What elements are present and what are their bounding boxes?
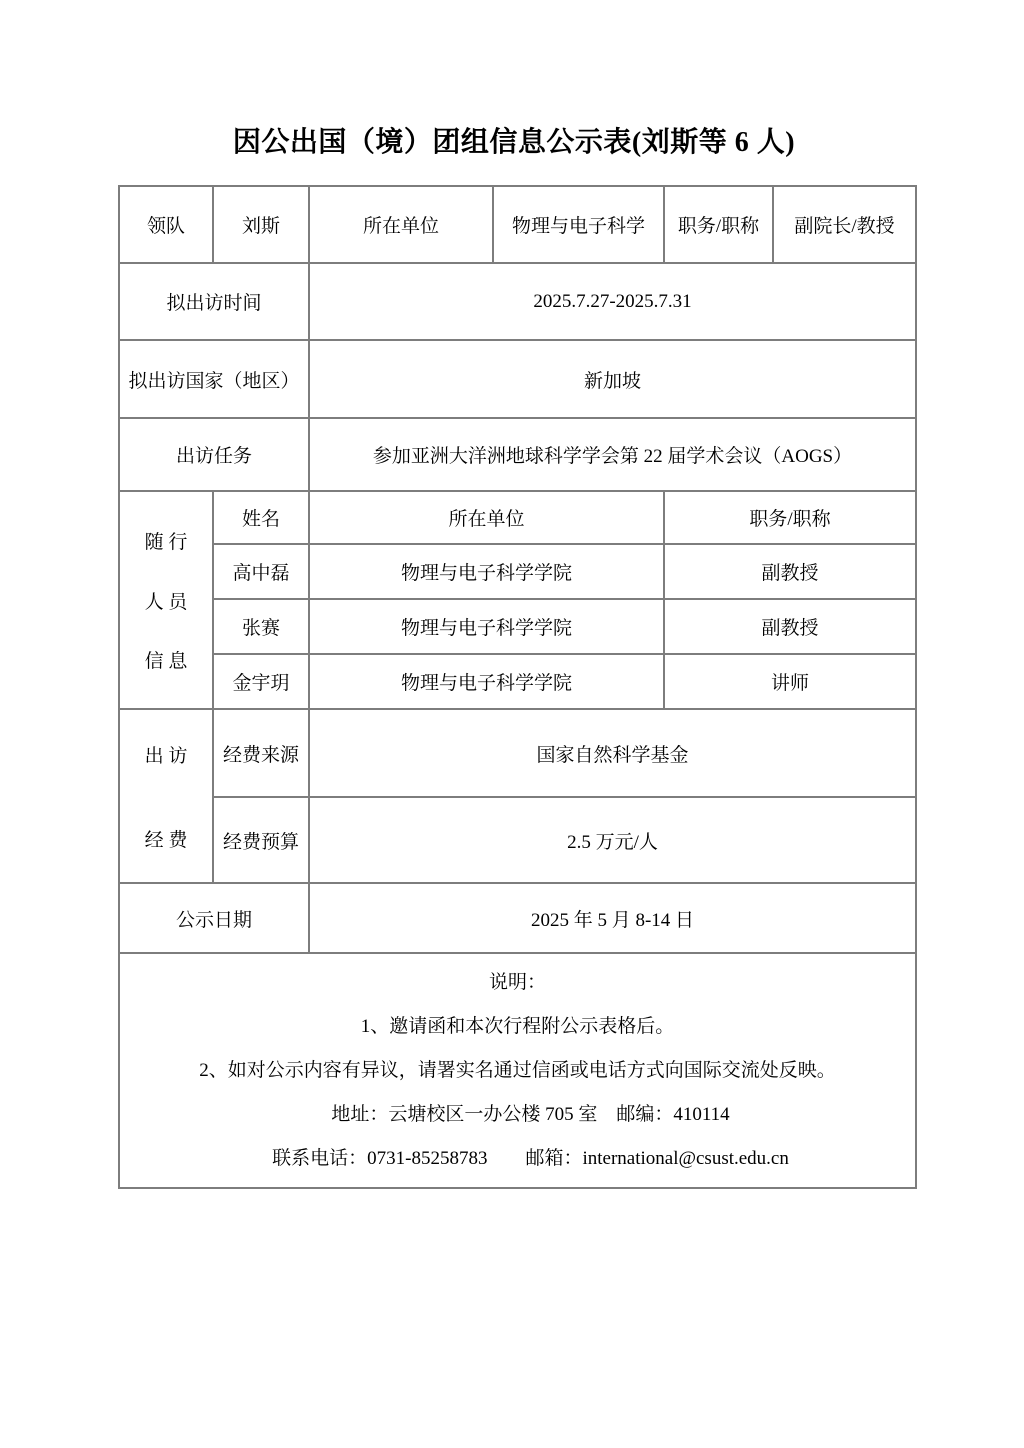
companion-unit: 物理与电子科学学院 xyxy=(309,599,664,654)
leader-label: 领队 xyxy=(119,186,213,263)
notes-item-1: 1、邀请函和本次行程附公示表格后。 xyxy=(360,1015,675,1037)
funding-source-value: 国家自然科学基金 xyxy=(309,709,916,797)
time-row xyxy=(119,263,916,340)
task-row xyxy=(119,418,916,491)
publicity-row xyxy=(119,883,916,953)
notes-row xyxy=(119,953,916,1188)
companions-label-line-3: 信 息 xyxy=(144,651,188,673)
time-label: 拟出访时间 xyxy=(119,263,309,340)
funding-source-row xyxy=(119,709,916,797)
publicity-value: 2025 年 5 月 8-14 日 xyxy=(309,883,916,953)
companion-position: 副教授 xyxy=(664,599,916,654)
country-label: 拟出访国家（地区） xyxy=(119,340,309,418)
companion-position: 讲师 xyxy=(664,654,916,709)
time-value: 2025.7.27-2025.7.31 xyxy=(309,263,916,340)
task-label: 出访任务 xyxy=(119,418,309,491)
disclosure-form-table xyxy=(118,185,917,1189)
notes-contact: 联系电话：0731-85258783 邮箱：international@csust.edu.cn xyxy=(272,1147,789,1169)
page-title: 因公出国（境）团组信息公示表(刘斯等 6 人) xyxy=(232,127,796,158)
funding-label-line-2: 经 费 xyxy=(144,829,188,851)
notes-cell xyxy=(119,953,916,1188)
companion-row xyxy=(119,599,916,654)
funding-source-label: 经费来源 xyxy=(213,709,309,797)
companions-header-unit: 所在单位 xyxy=(309,491,664,544)
companion-name: 张赛 xyxy=(213,599,309,654)
companion-unit: 物理与电子科学学院 xyxy=(309,544,664,599)
leader-row xyxy=(119,186,916,263)
companion-position: 副教授 xyxy=(664,544,916,599)
funding-label-line-1: 出 访 xyxy=(144,745,188,767)
leader-unit-label: 所在单位 xyxy=(309,186,493,263)
companions-label-line-2: 人 员 xyxy=(144,591,188,613)
leader-position-label: 职务/职称 xyxy=(664,186,773,263)
country-value: 新加坡 xyxy=(309,340,916,418)
leader-position-value: 副院长/教授 xyxy=(773,186,916,263)
funding-budget-row xyxy=(119,797,916,883)
notes-address: 地址：云塘校区一办公楼 705 室 邮编：410114 xyxy=(331,1103,730,1125)
companion-name: 金宇玥 xyxy=(213,654,309,709)
companion-name: 高中磊 xyxy=(213,544,309,599)
companion-row xyxy=(119,654,916,709)
task-value: 参加亚洲大洋洲地球科学学会第 22 届学术会议（AOGS） xyxy=(309,418,916,491)
companions-header-row xyxy=(119,491,916,544)
companion-unit: 物理与电子科学学院 xyxy=(309,654,664,709)
funding-budget-label: 经费预算 xyxy=(213,797,309,883)
notes-heading: 说明： xyxy=(488,971,546,993)
funding-section-label xyxy=(119,709,213,883)
companions-label-line-1: 随 行 xyxy=(144,531,188,553)
notes-item-2: 2、如对公示内容有异议，请署实名通过信函或电话方式向国际交流处反映。 xyxy=(199,1059,836,1081)
publicity-label: 公示日期 xyxy=(119,883,309,953)
companions-header-name: 姓名 xyxy=(213,491,309,544)
country-row xyxy=(119,340,916,418)
companion-row xyxy=(119,544,916,599)
companions-section-label xyxy=(119,491,213,709)
companions-header-position: 职务/职称 xyxy=(664,491,916,544)
leader-unit-value: 物理与电子科学 xyxy=(493,186,664,263)
leader-name: 刘斯 xyxy=(213,186,309,263)
funding-budget-value: 2.5 万元/人 xyxy=(309,797,916,883)
